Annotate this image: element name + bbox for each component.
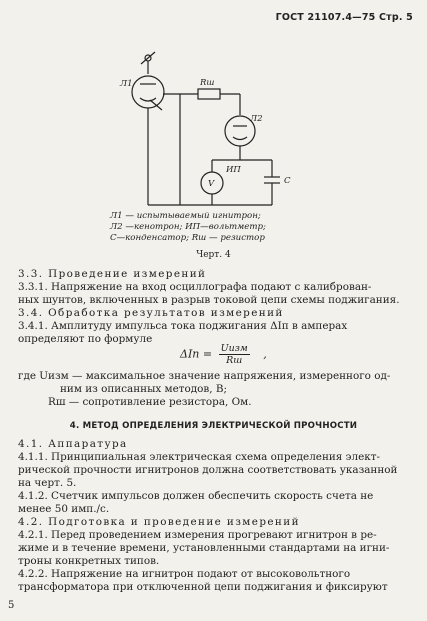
figure-caption: Черт. 4	[196, 250, 231, 260]
formula-denominator: Rш	[226, 355, 243, 366]
where-line-1: где Uизм — максимальное значение напряжения, измеренного од-	[18, 370, 391, 382]
label-ip: ИП	[226, 165, 241, 175]
section-3-4-title: 3.4. Обработка результатов измерений	[18, 307, 284, 319]
formula-tail: ,	[263, 347, 267, 361]
para-3-4-1-line-1: 3.4.1. Амплитуду импульса тока поджигания ΔIп в амперах	[18, 320, 348, 332]
formula-numerator: Uизм	[220, 343, 248, 354]
para-4-1-1-line-3: на черт. 5.	[18, 477, 77, 489]
section-4-2-title: 4.2. Подготовка и проведение измерений	[18, 516, 300, 528]
label-v: V	[208, 179, 215, 189]
tube-l1	[132, 76, 164, 108]
para-4-1-1-line-2: рической прочности игнитронов должна соответствовать указанной	[18, 464, 398, 476]
legend-line-3: С—конденсатор; Rш — резистор	[110, 233, 265, 243]
para-4-2-1-line-1: 4.2.1. Перед проведением измерения прогревают игнитрон в ре-	[18, 529, 377, 541]
page-margin-mark: 5	[8, 600, 15, 611]
formula-fraction	[219, 343, 250, 366]
section-3-3-title: 3.3. Проведение измерений	[18, 268, 207, 280]
para-4-1-2-line-2: менее 50 имп./с.	[18, 503, 110, 515]
where-line-3: Rш — сопротивление резистора, Ом.	[48, 396, 252, 408]
para-4-2-2-line-1: 4.2.2. Напряжение на игнитрон подают от высоковольтного	[18, 568, 351, 580]
legend-line-2: Л2 —кенотрон; ИП—вольтметр;	[110, 222, 266, 232]
section-4-heading: 4. МЕТОД ОПРЕДЕЛЕНИЯ ЭЛЕКТРИЧЕСКОЙ ПРОЧНОСТИ	[69, 421, 358, 431]
label-l2: Л2	[250, 114, 263, 124]
label-l1: Л1	[120, 79, 133, 89]
label-c: C	[284, 176, 291, 186]
page-header: ГОСТ 21107.4—75 Стр. 5	[275, 12, 413, 23]
formula-lhs: ΔIп =	[180, 347, 213, 361]
section-4-1-title: 4.1. Аппаратура	[18, 438, 128, 450]
para-3-3-1-line-1: 3.3.1. Напряжение на вход осциллографа подают с калиброван-	[18, 281, 372, 293]
para-3-4-1-line-2: определяют по формуле	[18, 333, 153, 345]
resistor-rsh	[198, 89, 220, 99]
para-3-3-1-line-2: ных шунтов, включенных в разрыв токовой цепи схемы поджигания.	[18, 294, 400, 306]
para-4-1-1-line-1: 4.1.1. Принципиальная электрическая схема определения элект-	[18, 451, 380, 463]
para-4-1-2-line-1: 4.1.2. Счетчик импульсов должен обеспечить скорость счета не	[18, 490, 374, 502]
circuit-schematic	[0, 0, 427, 215]
legend-line-1: Л1 — испытываемый игнитрон;	[110, 211, 261, 221]
label-rsh: Rш	[200, 78, 215, 88]
para-4-2-2-line-2: трансформатора при отключенной цепи поджигания и фиксируют	[18, 581, 388, 593]
where-line-2: ним из описанных методов, В;	[60, 383, 228, 395]
para-4-2-1-line-3: троны конкретных типов.	[18, 555, 160, 567]
para-4-2-1-line-2: жиме и в течение времени, установленными стандартами на игни-	[18, 542, 390, 554]
formula	[180, 343, 267, 366]
